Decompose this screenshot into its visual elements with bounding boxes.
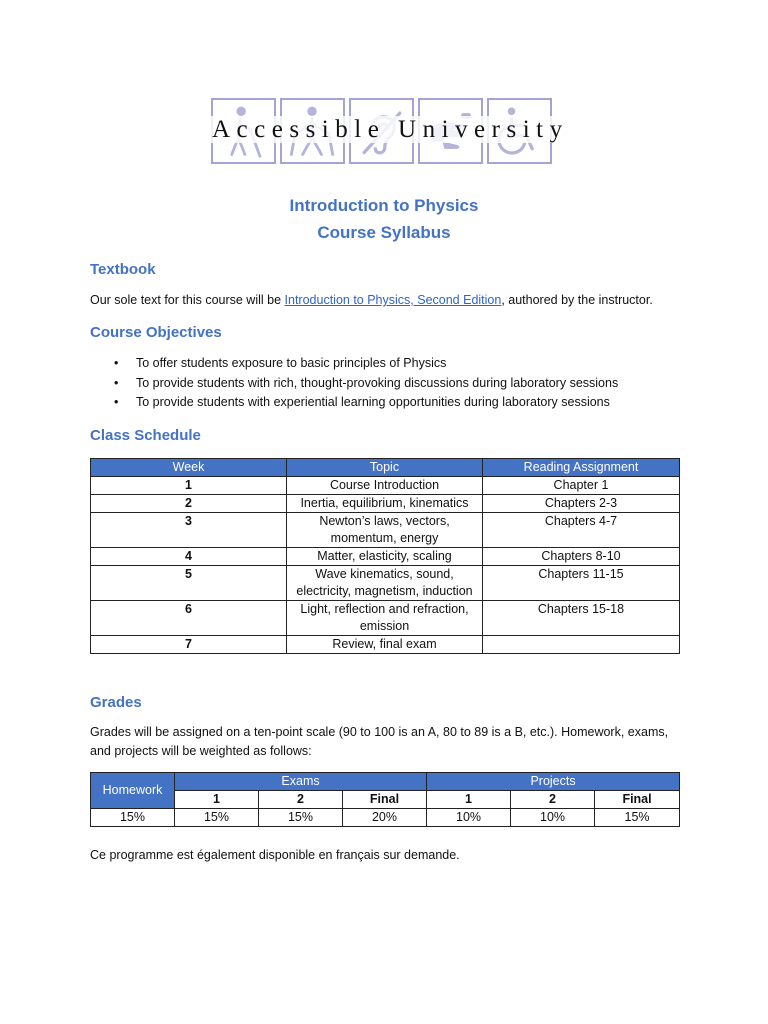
week-cell: 1 [91,477,287,495]
week-cell: 5 [91,566,287,601]
topic-cell: Inertia, equilibrium, kinematics [287,495,483,513]
grades-paragraph: Grades will be assigned on a ten-point scale (90 to 100 is an A, 80 to 89 is a B, etc.). Homework, exams, and projects will be weighted as follows: [90,725,669,758]
textbook-text-after: , authored by the instructor. [501,293,653,307]
topic-cell: Light, reflection and refraction, emission [287,601,483,636]
textbook-text-before: Our sole text for this course will be [90,293,285,307]
textbook-link[interactable]: Introduction to Physics, Second Edition [284,293,502,307]
column-header-reading: Reading Assignment [483,459,680,477]
column-header-week: Week [91,459,287,477]
objectives-list [90,354,618,413]
course-title: Introduction to Physics [289,196,479,215]
project-value: 10% [511,809,595,827]
topic-cell: Wave kinematics, sound, electricity, magnetism, induction [287,566,483,601]
table-row [91,495,680,513]
schedule-heading: Class Schedule [90,427,201,444]
exam-value: 15% [175,809,259,827]
reading-cell: Chapters 4-7 [483,513,680,548]
schedule-table [90,458,680,654]
table-row [91,513,680,548]
homework-value: 15% [91,809,175,827]
exam-value: 15% [259,809,343,827]
table-header-row [91,773,680,791]
topic-cell: Course Introduction [287,477,483,495]
university-logo [211,98,569,166]
week-cell: 3 [91,513,287,548]
table-row [91,809,680,827]
grades-table [90,772,680,827]
list-item: • To offer students exposure to basic principles of Physics [90,354,618,374]
table-row [91,548,680,566]
week-cell: 6 [91,601,287,636]
exam-col-header: 1 [175,791,259,809]
homework-header: Homework [91,773,175,809]
exams-header: Exams [175,773,427,791]
topic-cell: Matter, elasticity, scaling [287,548,483,566]
topic-cell: Newton’s laws, vectors, momentum, energy [287,513,483,548]
table-row [91,636,680,654]
topic-cell: Review, final exam [287,636,483,654]
projects-header: Projects [427,773,680,791]
project-col-header: 2 [511,791,595,809]
week-cell: 2 [91,495,287,513]
table-header-row [91,459,680,477]
reading-cell: Chapters 15-18 [483,601,680,636]
reading-cell: Chapters 11-15 [483,566,680,601]
objectives-heading: Course Objectives [90,324,222,341]
course-subtitle: Course Syllabus [317,223,451,242]
reading-cell: Chapters 2-3 [483,495,680,513]
project-value: 10% [427,809,511,827]
exam-value: 20% [343,809,427,827]
textbook-heading: Textbook [90,261,156,278]
reading-cell: Chapter 1 [483,477,680,495]
project-col-header: 1 [427,791,511,809]
textbook-paragraph [90,291,690,310]
week-cell: 4 [91,548,287,566]
project-value: 15% [595,809,680,827]
project-col-header: Final [595,791,680,809]
list-item: • To provide students with experiential learning opportunities during laboratory sessions [90,393,618,413]
list-item: • To provide students with rich, thought-provoking discussions during laboratory sessions [90,374,618,394]
reading-cell [483,636,680,654]
exam-col-header: 2 [259,791,343,809]
logo-text: Accessible University [212,116,569,143]
french-availability-note: Ce programme est également disponible en français sur demande. [90,848,460,862]
grades-heading: Grades [90,694,142,711]
table-row [91,601,680,636]
table-subheader-row [91,791,680,809]
table-row [91,477,680,495]
table-row [91,566,680,601]
week-cell: 7 [91,636,287,654]
exam-col-header: Final [343,791,427,809]
column-header-topic: Topic [287,459,483,477]
reading-cell: Chapters 8-10 [483,548,680,566]
